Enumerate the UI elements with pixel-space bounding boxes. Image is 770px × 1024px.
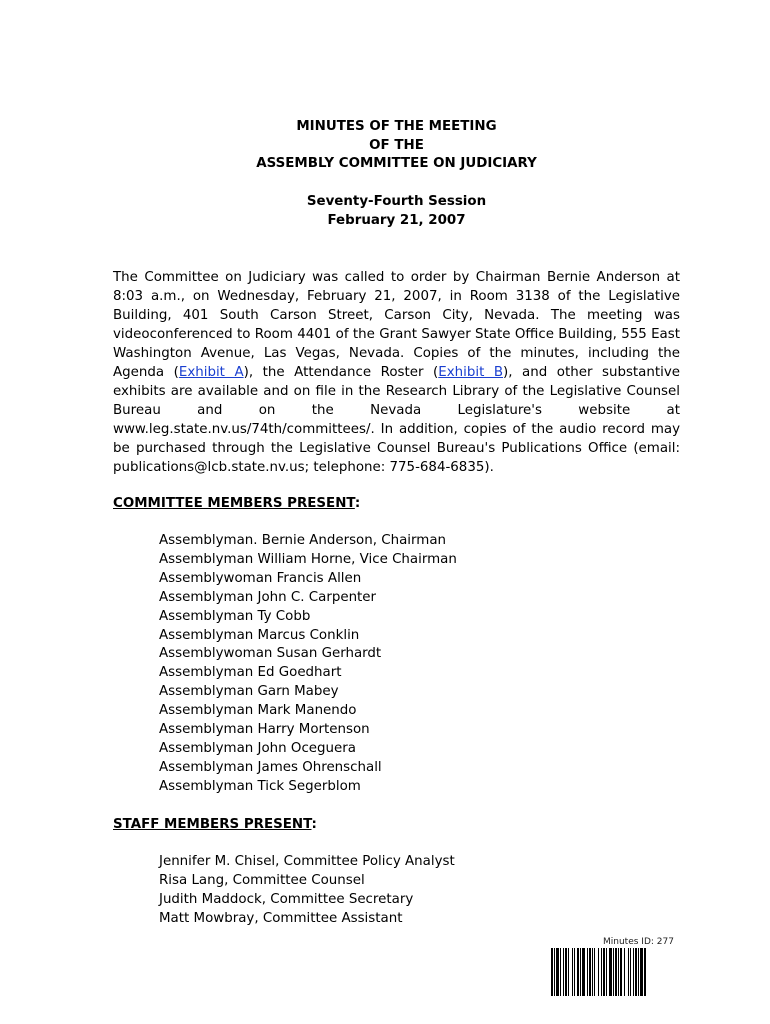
barcode-bar	[615, 948, 617, 996]
committee-member: Assemblyman John Oceguera	[159, 740, 356, 756]
barcode-bar	[644, 948, 646, 996]
intro-text-1: The Committee on Judiciary was called to order by Chairman Bernie Anderson at 8:03 a.m., on Wednesday, February 21, 2007, in Room 3138 of the Legislative Building, 401 South Carson Street, Carson City, Nevada. The meeting was videoconferenced to Room 4401 of the Grant Sawyer State Office Building, 555 East Washington Avenue, Las Vegas, Nevada. Copies of the minutes, including the Agenda (	[113, 270, 680, 380]
staff-heading-colon: :	[311, 817, 317, 832]
barcode-bar	[551, 948, 553, 996]
committee-member: Assemblyman Ty Cobb	[159, 608, 311, 624]
barcode-bar	[582, 948, 585, 996]
staff-member: Jennifer M. Chisel, Committee Policy Analyst	[159, 854, 455, 869]
barcode-bar	[638, 948, 639, 996]
barcode-bar	[589, 948, 591, 996]
barcode-bar	[598, 948, 599, 996]
barcode-bar	[618, 948, 619, 996]
barcode-bar	[606, 948, 607, 996]
barcode-bar	[592, 948, 593, 996]
staff-member: Judith Maddock, Committee Secretary	[159, 891, 414, 907]
staff-member-list	[159, 853, 455, 929]
committee-member: Assemblyman Garn Mabey	[159, 684, 339, 700]
staff-member: Matt Mowbray, Committee Assistant	[159, 910, 403, 926]
barcode-bar	[609, 948, 612, 996]
committee-member: Assemblywoman Susan Gerhardt	[159, 646, 382, 662]
committee-member: Assemblyman William Horne, Vice Chairman	[159, 551, 457, 567]
intro-text-2: ), the Attendance Roster (	[243, 365, 439, 380]
intro-paragraph	[113, 268, 680, 477]
barcode-bar	[620, 948, 622, 996]
committee-members-heading	[113, 494, 360, 513]
barcode-bar	[624, 948, 625, 996]
meeting-date: February 21, 2007	[327, 212, 466, 228]
committee-member: Assemblyman Ed Goedhart	[159, 665, 342, 681]
committee-heading-colon: :	[354, 496, 361, 511]
committee-member: Assemblyman Harry Mortenson	[159, 722, 370, 738]
barcode-bar	[628, 948, 629, 996]
committee-member: Assemblyman Tick Segerblom	[159, 778, 361, 794]
minutes-title	[113, 118, 680, 174]
barcode-bar	[574, 948, 575, 996]
committee-member: Assemblyman James Ohrenschall	[159, 759, 382, 775]
session-name: Seventy-Fourth Session	[306, 194, 487, 209]
committee-member: Assemblywoman Francis Allen	[159, 570, 362, 586]
staff-member: Risa Lang, Committee Counsel	[159, 872, 365, 888]
title-line-2: OF THE	[369, 137, 424, 153]
staff-members-heading	[113, 815, 317, 834]
session-info	[113, 193, 680, 230]
barcode-bar	[560, 948, 561, 996]
barcode-bar	[613, 948, 614, 996]
barcode-bar	[635, 948, 637, 996]
barcode-bar	[577, 948, 579, 996]
staff-heading-text: STAFF MEMBERS PRESENT	[113, 817, 312, 832]
title-line-1: MINUTES OF THE MEETING	[296, 119, 497, 134]
barcode-bar	[633, 948, 634, 996]
minutes-id-label: Minutes ID: 277	[603, 937, 674, 947]
barcode-bar	[554, 948, 555, 996]
barcode-bar	[594, 948, 595, 996]
barcode-bar	[556, 948, 559, 996]
barcode-bar	[568, 948, 569, 996]
committee-member-list	[159, 532, 457, 797]
committee-member: Assemblyman Marcus Conklin	[159, 627, 360, 643]
barcode-bar	[630, 948, 631, 996]
barcode-bar	[587, 948, 588, 996]
barcode-bar	[563, 948, 564, 996]
barcode-bar	[603, 948, 605, 996]
barcode-bar	[580, 948, 581, 996]
title-line-3: ASSEMBLY COMMITTEE ON JUDICIARY	[256, 156, 537, 172]
exhibit-b-link[interactable]: Exhibit B	[438, 365, 504, 380]
committee-member: Assemblyman. Bernie Anderson, Chairman	[159, 533, 447, 548]
exhibit-a-link[interactable]: Exhibit A	[178, 365, 244, 380]
barcode-image	[551, 948, 679, 996]
barcode-bar	[640, 948, 643, 996]
intro-text-3: ), and other substantive exhibits are available and on file in the Research Library of the Legislative Counsel Bureau and on the Nevada Legislature's website at www.leg.state.nv.us/74th/committees/. In addition, copies of the audio record may be purchased through the Legislative Counsel Bureau's Publications Office (email: publications@lcb.state.nv.us; telephone: 775-684-6835).	[113, 365, 681, 475]
committee-heading-text: COMMITTEE MEMBERS PRESENT	[113, 496, 355, 511]
barcode-bar	[572, 948, 573, 996]
committee-member: Assemblyman John C. Carpenter	[159, 589, 377, 605]
committee-member: Assemblyman Mark Manendo	[159, 703, 357, 719]
barcode-bar	[601, 948, 602, 996]
barcode-bar	[565, 948, 567, 996]
